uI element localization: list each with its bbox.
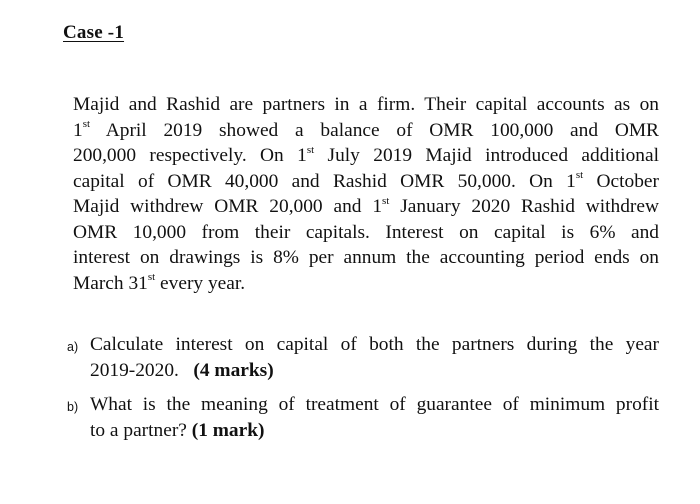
case-title: Case -1 xyxy=(63,22,125,43)
paragraph-line-3: 200,000 respectively. On 1st July 2019 Majid introduced additional xyxy=(73,143,659,166)
case-paragraph xyxy=(73,92,659,296)
ordinal-suffix: st xyxy=(382,194,390,207)
paragraph-line-4: capital of OMR 40,000 and Rashid OMR 50,000. On 1st October xyxy=(73,169,659,192)
paragraph-line-7: interest on drawings is 8% per annum the accounting period ends on xyxy=(73,247,659,268)
paragraph-line-6: OMR 10,000 from their capitals. Interest on capital is 6% and xyxy=(73,221,659,243)
paragraph-line-2: 1st April 2019 showed a balance of OMR 100,000 and OMR xyxy=(73,118,659,141)
paragraph-line-5: Majid withdrew OMR 20,000 and 1st January 2020 Rashid withdrew xyxy=(73,194,659,217)
question-a xyxy=(67,332,659,383)
ordinal-suffix: st xyxy=(306,143,315,156)
question-marker: a) xyxy=(67,340,79,354)
question-marker: b) xyxy=(67,400,79,414)
question-b xyxy=(67,392,659,443)
ordinal-suffix: st xyxy=(575,169,584,182)
question-text-line-1: Calculate interest on capital of both the partners during the year xyxy=(90,334,659,355)
marks-label: (1 mark) xyxy=(191,419,265,441)
question-text-line-1: What is the meaning of treatment of guarantee of minimum profit xyxy=(90,394,659,415)
question-text-line-2: 2019-2020. (4 marks) xyxy=(90,359,274,381)
ordinal-suffix: st xyxy=(82,118,91,131)
paragraph-line-1: Majid and Rashid are partners in a firm. Their capital accounts as on xyxy=(73,94,659,115)
question-text-line-2: to a partner? (1 mark) xyxy=(90,419,265,441)
paragraph-line-8: March 31st every year. xyxy=(73,271,246,294)
ordinal-suffix: st xyxy=(147,271,156,284)
marks-label: (4 marks) xyxy=(193,359,274,381)
